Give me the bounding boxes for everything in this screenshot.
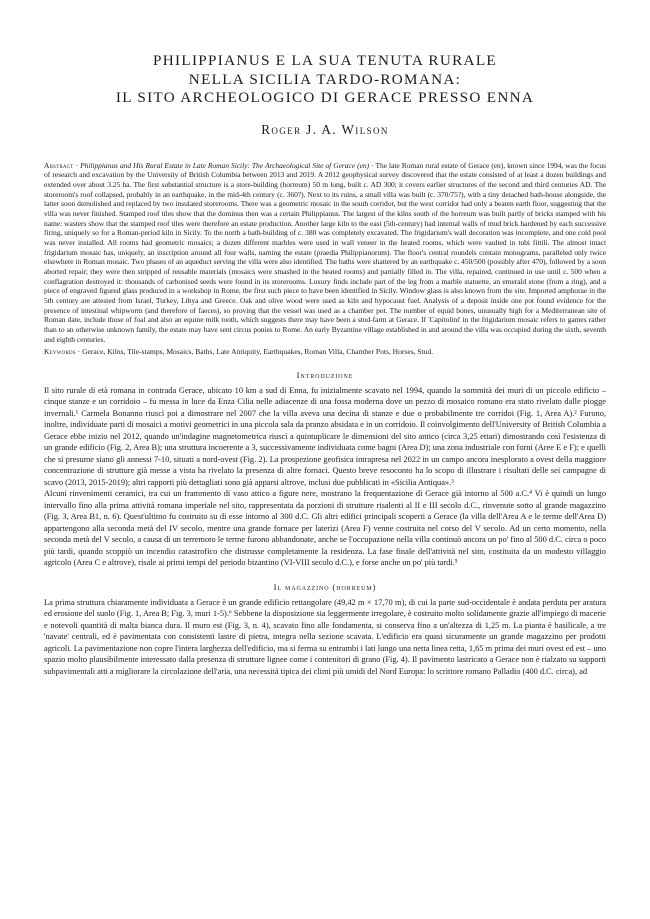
article-title-line-2: NELLA SICILIA TARDO-ROMANA: (188, 70, 462, 88)
intro-paragraph-2: Alcuni rinvenimenti ceramici, tra cui un frammento di vaso attico a figure nere, mostrano la frequentazione di Gerace già intorno al 500 a.C.⁴ Vi è quindi un lungo intervallo fino alla prima attività romana imperiale nel sito, rappresentata da porzioni di strutture risalenti al II e III secolo d.C., rinvenute sotto al grande magazzino (Fig. 3, Area B1, n. 6). Quest'ultimo fu costruito su di esse intorno al 300 d.C. Gli altri edifici principali scoperti a Gerace (la villa dell'Area A e le terme dell'Area D) appartengono alla seconda metà del IV secolo, mentre una grande fornace per laterizi (Area F) venne costruita nel corso del V secolo. Ad un certo momento, nella seconda metà del V secolo, a causa di un terremoto le terme furono abbandonate, anche se l'occupazione nella villa continuò ancora un po' fino al 500 d.C. circa o poco più tardi, quando scoppiò un incendio catastrofico che distrusse completamente la residenza. La fase finale dell'attività nel sito, costituita da un modesto villaggio agricolo (Area C e altrove), risale ai primi tempi del periodo bizantino (VI-VIII secolo d.C.), e forse anche un po' più tardi.⁵ (44, 488, 606, 568)
intro-paragraph-1: Il sito rurale di età romana in contrada Gerace, ubicato 10 km a sud di Enna, fu inizialmente scavato nel 1994, quando la sommità dei muri di un piccolo edificio – cinque stanze e un corridoio – fu messa in luce da Enza Cilia nelle adiacenze di una fossa moderna dove un pezzo di mosaico romano era stato rivelato dalle piogge invernali.¹ Carmela Bonanno riuscì poi a dimostrare nel 2007 che la villa aveva una decina di stanze e due o probabilmente tre corridoi (Fig. 1, Area A).² Furono, inoltre, individuate parti di mosaici a motivi geometrici in una piccola sala da pranzo absidata e in un corridoio. Il coinvolgimento dell'University of British Columbia a Gerace ebbe inizio nel 2012, quando un'indagine magnetometrica riuscì a quintuplicare le dimensioni del sito antico (circa 3,25 ettari) dimostrando così l'esistenza di un grande edificio (Fig. 2, Area B); una struttura incoerente a 3, successivamente individuata come bagni (Area D); una zona industriale con forni (Aree E e F); e quelli che si presume siano gli annessi 7-10, situati a nord-ovest (Fig. 2). La prospezione geofisica intrapresa nel 2022 in un campo ancora inesplorato a ovest della maggiore concentrazione di strutture già messe a vista ha rivelato la presenza di altre fornaci. Questo breve resoconto ha lo scopo di illustrare i risultati delle sei campagne di scavo (2013, 2015-2019); altri rapporti più dettagliati sono già apparsi altrove, inclusi due pubblicati in «Sicilia Antiqua».³ (44, 384, 606, 487)
keywords-text: · Gerace, Kilns, Tile-stamps, Mosaics, Baths, Late Antiquity, Earthquakes, Roman Villa, Chamber Pots, Horses, Stud. (75, 347, 434, 357)
abstract: Abstract · Philippianus and His Rural Estate in Late Roman Sicily: The Archaeological Site of Gerace (en) · The late Roman rural estate of Gerace (en), known since 1994, was the focus of research and excavation by the University of British Columbia between 2013 and 2019. A 2012 geophysical survey discovered that the estate consisted of at least a dozen buildings and extended over about 3.25 ha. The first substantial structure is a store-building (horreum) 50 m long, built c. AD 300; it covers earlier structures of the second and third centuries AD. The storeroom's roof collapsed, probably in an earthquake, in the mid-4th century (c. 360?). Next to its ruins, a small villa was built (c. 370/75?), with a tiny detached bath-house alongside, the latter soon demolished and replaced by two insulated storerooms. There was a geometric mosaic in the south corridor, but the west corridor had only a beaten earth floor, suggesting that the villa was never finished. Stamped roof tiles show that the dominus then was a certain Philippianus. The largest of the kilns south of the horreum was built partly of bricks stamped with his name: wasters show that the stamped roof tiles were therefore an estate production. Another large kiln to the east (5th-century) had internal walls of mud brick hardened by each successive firing, uniquely so for a Roman-period kiln in Sicily. To the north a bath-building of c. 380 was completely excavated. The frigidarium's wall decoration was incomplete, and one cold pool was never installed. All rooms had geometric mosaics; a dozen different marbles were used in wall veneer in the heated rooms, which were vaulted in tubi fittili. The almost intact frigidarium mosaic has, uniquely, an inscription around all four walls, naming the estate (praedia Philippianorum). The floor's central roundels contain monograms, paralleled only twice elsewhere in Roman mosaic. Two phases of an aqueduct serving the villa were also identified. The baths were shattered by an earthquake c. 450/500 (possibly after 470), followed by a soon aborted repair; they were then stripped of reusable materials (mosaics were smashed in the heated rooms) and partially filled in. The villa, repaired, continued in use until c. 500 when a conflagration destroyed it: thousands of carbonised seeds were found in its storerooms. Luxury finds include part of the leg from a marble statuette, an emerald stone (from a ring), and a piece of engraved figured glass produced in a workshop in Rome, the first such piece to have been identified in Sicily. Window glass is also known from the site. Imported amphorae in the 5th century are attested from Israel, Turkey, Libya and Greece. Oak and olive wood were used as kiln and hypocaust fuel. Analysis of a deposit inside one pot found evidence for the presence of intestinal whipworm (and therefore of faeces), so proving that the vessel was used as a chamber pot. The number of equid bones, unusually high for a Mediterranean site of Roman date, include those of foal and also an equine milk tooth, which suggests there may have been a stud-farm at Gerace. If 'Capitolini' in the frigidarium mosaic refers to games rather than to an otherwise unknown family, the estate may have sent circus ponies to Rome. An early Byzantine village established in and around the villa was occupied during the sixth, seventh and eighth centuries. (44, 160, 606, 344)
abstract-text: · The late Roman rural estate of Gerace (en), known since 1994, was the focus of research and excavation by the University of British Columbia between 2013 and 2019. A 2012 geophysical survey discovered that the estate consisted of at least a dozen buildings and extended over about 3.25 ha. The first substantial structure is a store-building (horreum) 50 m long, built c. AD 300; it covers earlier structures of the second and third centuries AD. The storeroom's roof collapsed, probably in an earthquake, in the mid-4th century (c. 360?). Next to its ruins, a small villa was built (c. 370/75?), with a tiny detached bath-house alongside, the latter soon demolished and replaced by two insulated storerooms. There was a geometric mosaic in the south corridor, but the west corridor had only a beaten earth floor, suggesting that the villa was never finished. Stamped roof tiles show that the dominus then was a certain Philippianus. The largest of the kilns south of the horreum was built partly of bricks stamped with his name: wasters show that the stamped roof tiles were therefore an estate production. Another large kiln to the east (5th-century) had internal walls of mud brick hardened by each successive firing, uniquely so for a Roman-period kiln in Sicily. To the north a bath-building of c. 380 was completely excavated. The frigidarium's wall decoration was incomplete, and one cold pool was never installed. All rooms had geometric mosaics; a dozen different marbles were used in wall veneer in the heated rooms, which were vaulted in tubi fittili. The almost intact frigidarium mosaic has, uniquely, an inscription around all four walls, naming the estate (praedia Philippianorum). The floor's central roundels contain monograms, paralleled only twice elsewhere in Roman mosaic. Two phases of an aqueduct serving the villa were also identified. The baths were shattered by an earthquake c. 450/500 (possibly after 470), followed by a soon aborted repair; they were then stripped of reusable materials (mosaics were smashed in the heated rooms) and partially filled in. The villa, repaired, continued in use until c. 500 when a conflagration destroyed it: thousands of carbonised seeds were found in its storerooms. Luxury finds include part of the leg from a marble statuette, an emerald stone (from a ring), and a piece of engraved figured glass produced in a workshop in Rome, the first such piece to have been identified in Sicily. Window glass is also known from the site. Imported amphorae in the 5th century are attested from Israel, Turkey, Libya and Greece. Oak and olive wood were used as kiln and hypocaust fuel. Analysis of a deposit inside one pot found evidence for the presence of intestinal whipworm (and therefore of faeces), so proving that the vessel was used as a chamber pot. The number of equid bones, unusually high for a Mediterranean site of Roman date, include those of foal and also an equine milk tooth, which suggests there may have been a stud-farm at Gerace. If 'Capitolini' in the frigidarium mosaic refers to games rather than to an otherwise unknown family, the estate may have sent circus ponies to Rome. An early Byzantine village established in and around the villa was occupied during the sixth, seventh and eighth centuries. (44, 160, 606, 344)
article-title-line-1: PHILIPPIANUS E LA SUA TENUTA RURALE (153, 52, 497, 69)
article-title-line-3: IL SITO ARCHEOLOGICO DI GERACE PRESSO ENNA (115, 89, 535, 107)
abstract-label: Abstract (44, 160, 74, 170)
abstract-title: Philippianus and His Rural Estate in Late Roman Sicily: The Archaeological Site of Gerace (en) (80, 160, 370, 170)
keywords (44, 347, 606, 357)
author-name: Roger J. A. Wilson (261, 121, 389, 137)
article-title (44, 52, 606, 108)
keywords-label: Keywords (44, 347, 76, 357)
section-heading-introduzione: Introduzione (296, 369, 354, 380)
magazzino-paragraph: La prima struttura chiaramente individuata a Gerace è un grande edificio rettangolare (49,42 m × 17,70 m), di cui la parte sud-occidentale è andata perduta per aratura ed erosione del suolo (Fig. 1, Area B; Fig. 3, muri 1-5).⁶ Sebbene la disposizione sia leggermente irregolare, è costruito molto solidamente grazie all'impiego di macerie e notevoli quantità di malta bianca dura. Il muro est (Fig. 3, n. 4), scavato fino alle fondamenta, si conserva fino a un'altezza di 1,25 m. La pianta è basilicale, a tre 'navate' centrali, ed è pavimentata con consistenti lastre di pietra, integra nella sezione scavata. L'edificio era quasi sicuramente un grande magazzino per prodotti agricoli. La pavimentazione non copre l'intera larghezza dell'edificio, ma si ferma su entrambi i lati lungo una netta linea retta, 1,65 m prima dei muri ovest ed est – uno spazio molto plausibilmente interessato dalla presenza di strutture lignee come i contenitori di grano (Fig. 4). Il pavimento lastricato a Gerace non è rialzato su supporti subpavimentali atti a migliorare la circolazione dell'aria, una necessità tipica dei climi più umidi del Nord Europa: lo scrittore romano Palladio (400 d.C. circa), ad (44, 596, 606, 676)
section-heading-magazzino: Il magazzino (horreum) (273, 581, 377, 592)
